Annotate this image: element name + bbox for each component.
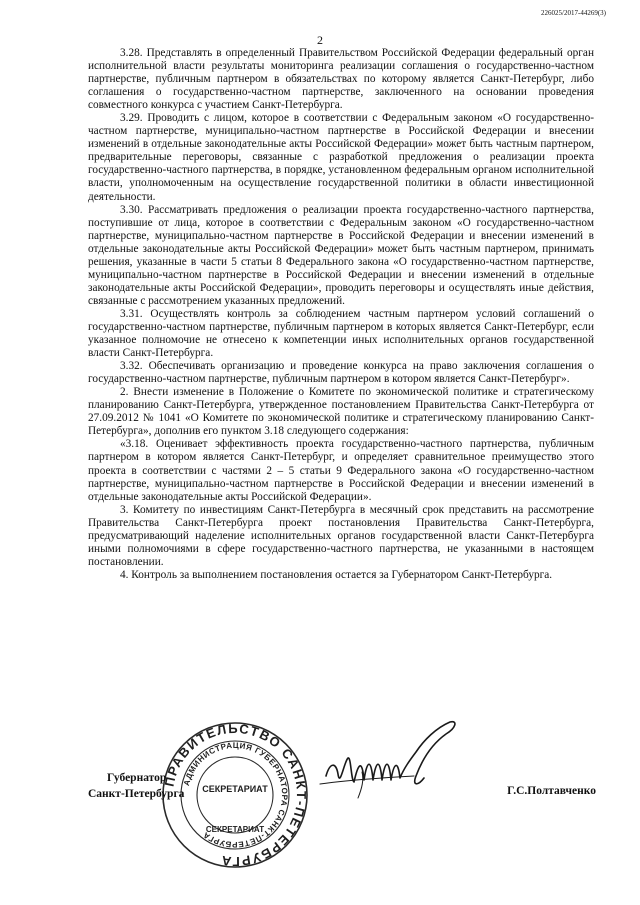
paragraph-3-28: 3.28. Представлять в определенный Правительством Российской Федерации федеральный орган исполнительной власти результаты мониторинга реализации соглашения о государственно-частном партнерстве, публичным партнером в обязательствах по которому является Санкт-Петербург, либо соглашения о государственно-частном партнерстве, заключенного на основании проведения совместного конкурса с участием Санкт-Петербурга. [88, 47, 594, 112]
paragraph-3-32: 3.32. Обеспечивать организацию и проведение конкурса на право заключения соглашения о государственно-частном партнерстве, публичным партнером в котором является Санкт-Петербург». [88, 360, 594, 386]
paragraph-3-18-quote: «3.18. Оценивает эффективность проекта государственно-частного партнерства, публичным партнером в котором является Санкт-Петербург, и определяет сравнительное преимущество этого проекта в соответствии с частями 2 – 5 статьи 9 Федерального закона «О государственно-частном партнерстве, муниципально-частном партнерстве в Российской Федерации и внесении изменений в отдельные законодательные акты Российской Федерации». [88, 438, 594, 503]
seal-inner-text: АДМИНИСТРАЦИЯ ГУБЕРНАТОРА САНКТ-ПЕТЕРБУРГА [181, 740, 290, 850]
document-id: 226025/2017-44269(3) [541, 9, 606, 17]
paragraph-3-29: 3.29. Проводить с лицом, которое в соответствии с Федеральным законом «О государственно-частном партнерстве, муниципально-частном партнерстве в Российской Федерации и внесении изменений в отдельные законодательные акты Российской Федерации» может быть частным партнером, предварительные переговоры, связанные с разработкой предложения о реализации проекта государственно-частного партнерства, в порядке, установленном федеральным органом исполнительной власти, уполномоченным на осуществление государственной политики в области инвестиционной деятельности. [88, 112, 594, 203]
seal-center-text-bottom: СЕКРЕТАРИАТ [205, 825, 265, 834]
signature-title-line1: Губернатор [107, 772, 167, 784]
paragraph-3: 3. Комитету по инвестициям Санкт-Петербурга в месячный срок представить на рассмотрение Правительства Санкт-Петербурга проект постановления Правительства Санкт-Петербурга, предусматривающий наделение исполнительных органов государственной власти Санкт-Петербурга иными полномочиями в сфере государственно-частного партнерства, не указанными в настоящем постановлении. [88, 503, 594, 568]
document-body [88, 47, 594, 582]
signature-title [88, 770, 184, 802]
paragraph-2: 2. Внести изменение в Положение о Комитете по экономической политике и стратегическому планированию Санкт-Петербурга, утвержденное постановлением Правительства Санкт-Петербурга от 27.09.2012 № 1041 «О Комитете по экономической политике и стратегическому планированию Санкт-Петербурга», дополнив его пунктом 3.18 следующего содержания: [88, 386, 594, 438]
page-number: 2 [317, 33, 323, 47]
seal-center-text-top: СЕКРЕТАРИАТ [202, 784, 268, 794]
paragraph-3-30: 3.30. Рассматривать предложения о реализации проекта государственно-частного партнерства, поступившие от лица, которое в соответствии с Федеральным законом «О государственно-частном партнерстве, муниципально-частном партнерстве в Российской Федерации и внесении изменений в отдельные законодательные акты Российской Федерации» может быть частным партнером, принимать решения, указанные в части 5 статьи 8 Федерального закона «О государственно-частном партнерстве, муниципально-частном партнерстве в Российской Федерации и внесении изменений в отдельные законодательные акты Российской Федерации», проводить переговоры и осуществлять иные действия, связанные с рассмотрением указанных предложений. [88, 203, 594, 307]
paragraph-3-31: 3.31. Осуществлять контроль за соблюдением частным партнером условий соглашений о государственно-частном партнерстве, публичным партнером в которых является Санкт-Петербург, если указанное полномочие не отнесено к компетенции иных исполнительных органов государственной власти Санкт-Петербурга. [88, 307, 594, 360]
signatory-name: Г.С.Полтавченко [507, 785, 596, 797]
paragraph-4: 4. Контроль за выполнением постановления остается за Губернатором Санкт-Петербурга. [120, 568, 553, 581]
seal-outer-text: ПРАВИТЕЛЬСТВО САНКТ-ПЕТЕРБУРГА [161, 720, 310, 870]
handwritten-signature [318, 718, 463, 813]
signature-title-line2: Санкт-Петербурга [88, 788, 185, 800]
